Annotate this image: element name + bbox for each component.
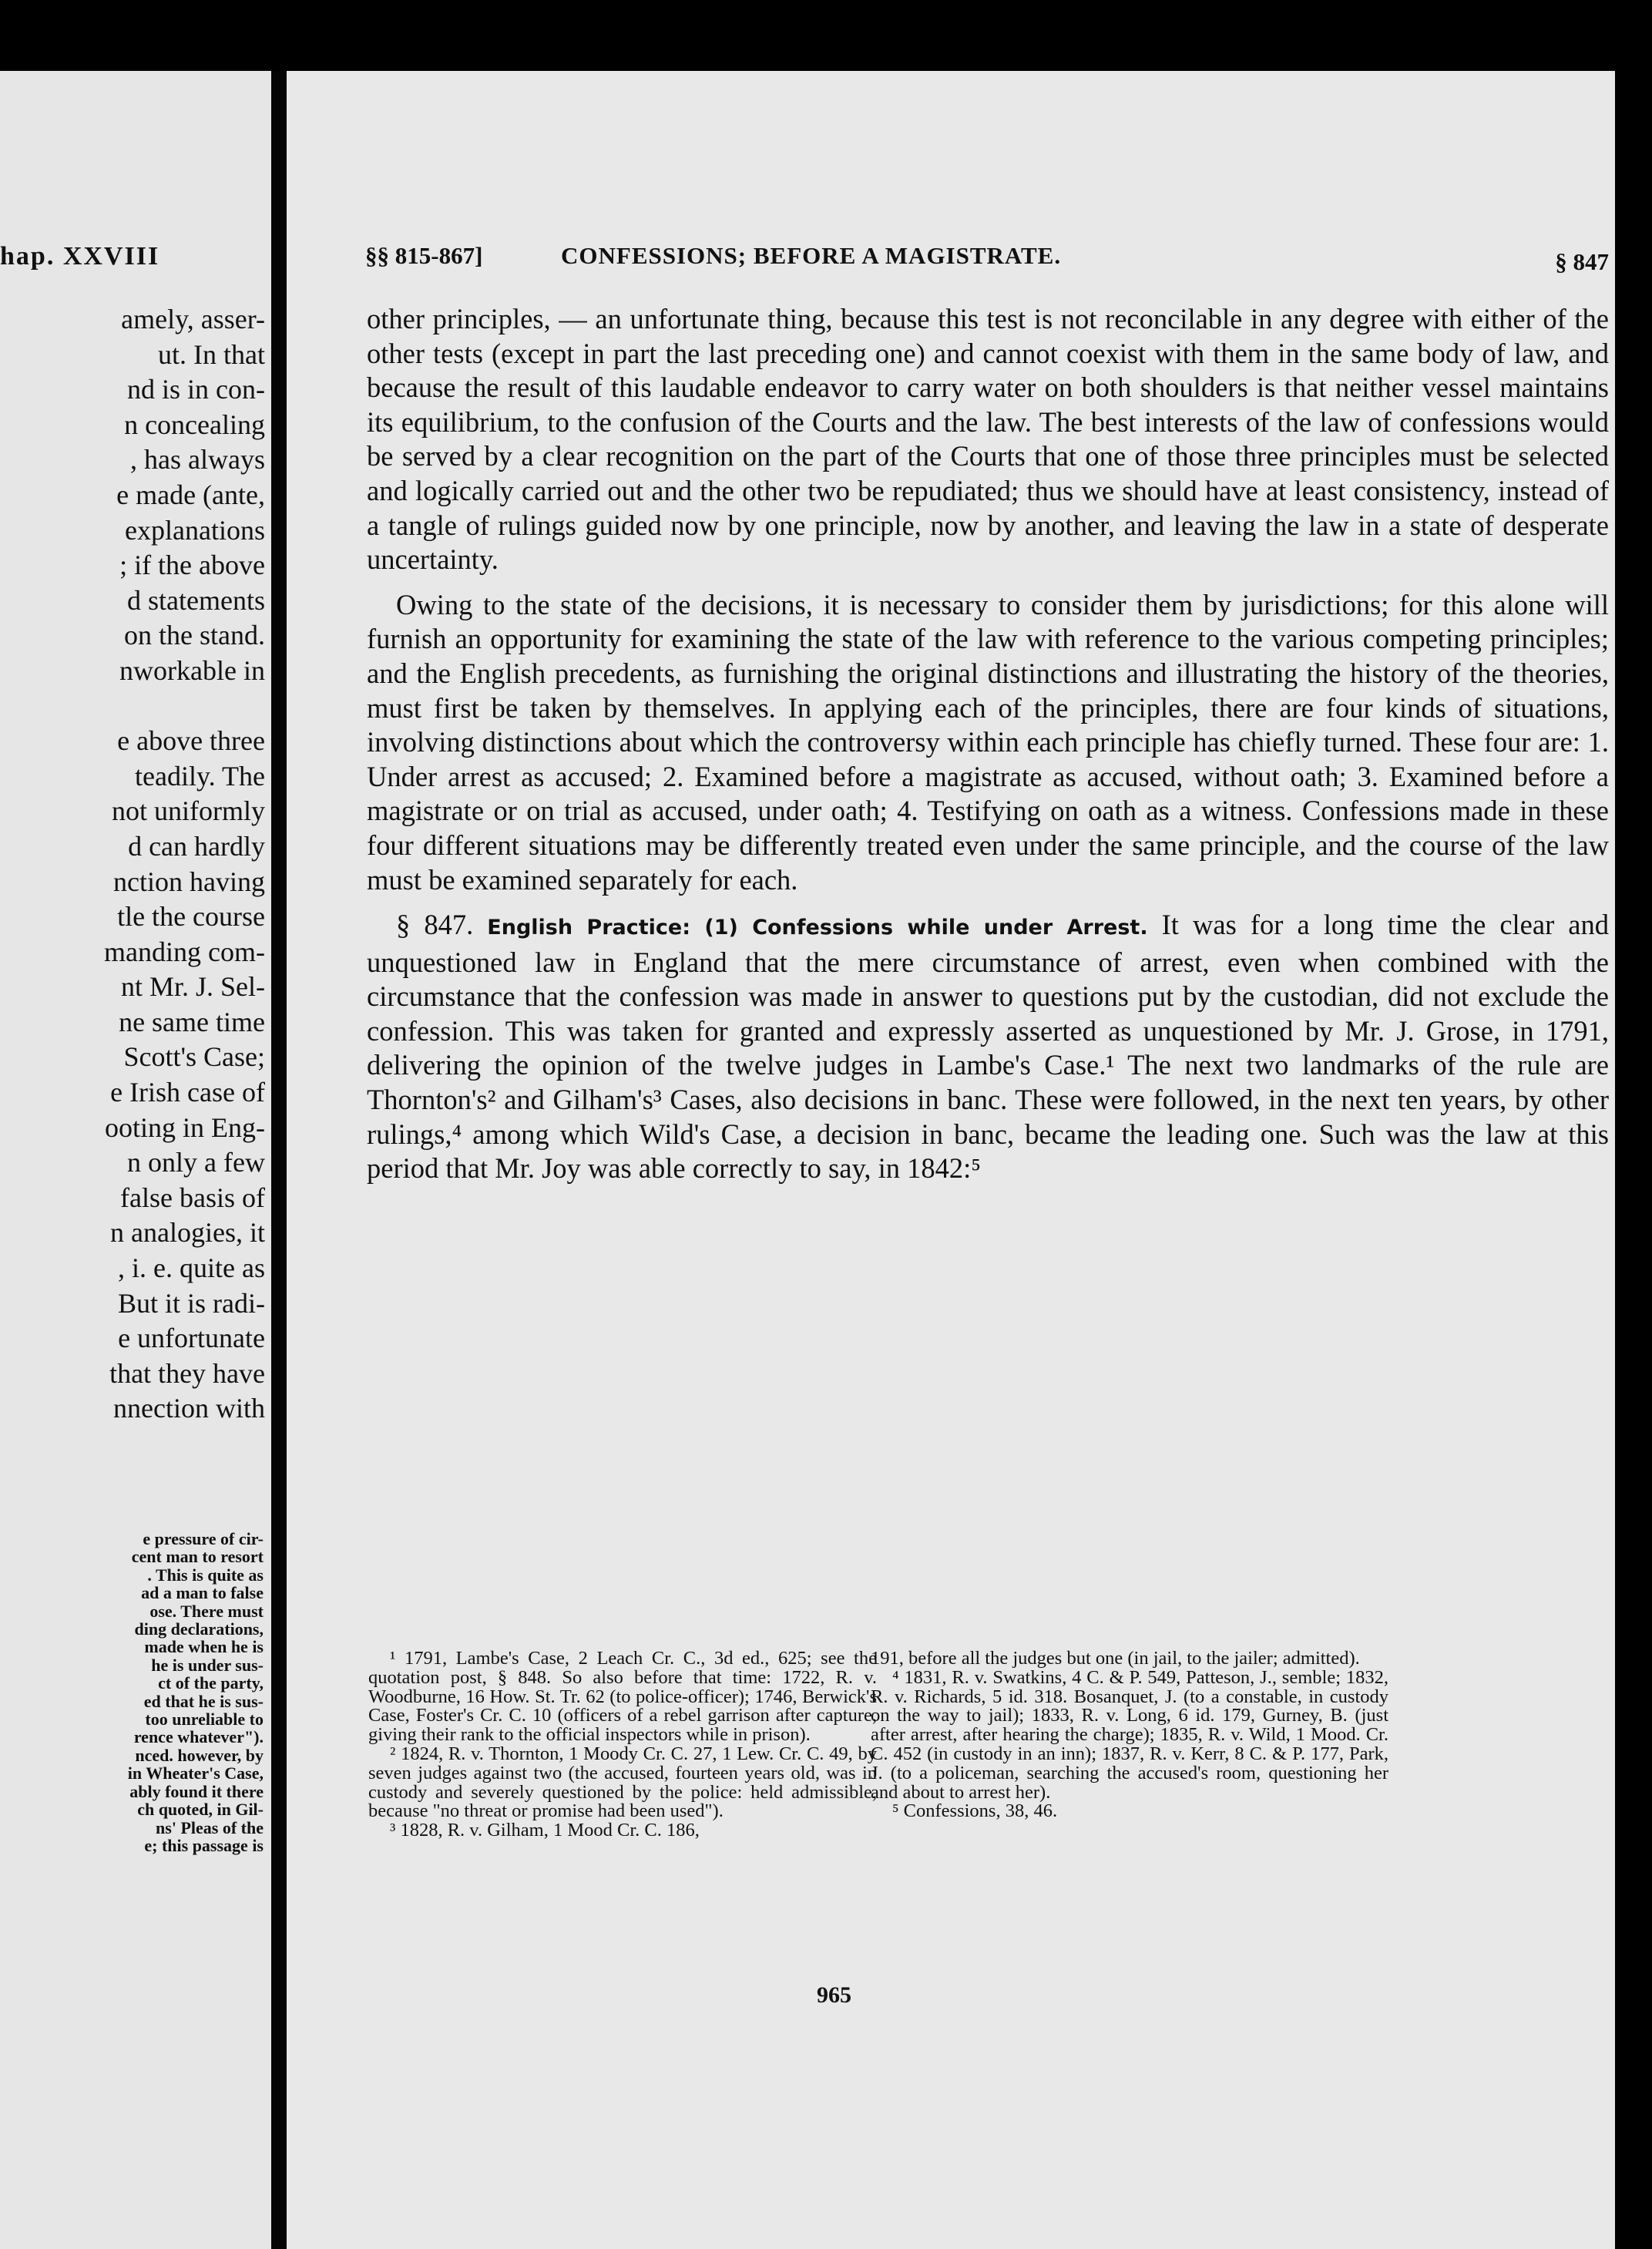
footnote: ¹ 1791, Lambe's Case, 2 Leach Cr. C., 3d ed., 625; see the quotation post, § 848. So also before that time: 1722, R. v. Woodburne, 16 How. St. Tr. 62 (to police-officer); 1746, Berwick's Case, Foster's Cr. C. 10 (officers of a rebel garrison after capture, giving their rank to the official inspectors while in prison).: [368, 1648, 877, 1746]
left-line: ooting in Eng-: [105, 1111, 265, 1143]
left-line: d can hardly: [128, 830, 265, 862]
left-page-text: [104, 302, 265, 1427]
left-note-line: e; this passage is: [144, 1835, 264, 1855]
left-line: , has always: [130, 444, 265, 476]
left-note-line: he is under sus-: [151, 1655, 264, 1675]
left-facing-page: [0, 71, 271, 2249]
left-page-footnotes: [128, 1530, 264, 1854]
left-page-running-head: hap. XXVIII: [0, 242, 160, 271]
left-line: [104, 689, 265, 724]
book-gutter: [271, 71, 287, 2249]
left-line: e Irish case of: [110, 1077, 265, 1108]
running-head-title: CONFESSIONS; BEFORE A MAGISTRATE.: [561, 242, 1062, 269]
left-line: ut. In that: [158, 338, 265, 370]
running-head-sections: §§ 815-867]: [365, 242, 483, 269]
section-heading: English Practice: (1) Confessions while under Arrest.: [487, 916, 1148, 940]
left-line: d statements: [127, 584, 265, 616]
left-line: false basis of: [120, 1182, 265, 1213]
left-line: n analogies, it: [110, 1217, 265, 1249]
running-head-section-number: § 847: [1555, 248, 1609, 275]
left-note-line: too unreliable to: [145, 1709, 264, 1730]
left-line: ; if the above: [119, 550, 265, 581]
left-note-line: ch quoted, in Gil-: [137, 1800, 264, 1820]
footnote: ² 1824, R. v. Thornton, 1 Moody Cr. C. 27, 1 Lew. Cr. C. 49, by seven judges against two (the accused, fourteen years old, was in custody and severely questioned by the police: held admissible, because "no threat or promise had been used").: [368, 1743, 877, 1822]
left-line: n concealing: [124, 408, 265, 440]
left-note-line: ns' Pleas of the: [156, 1817, 264, 1837]
left-note-line: nced. however, by: [135, 1745, 264, 1765]
left-line: amely, asser-: [121, 304, 265, 334]
section-paragraph: [367, 908, 1609, 1186]
left-note-line: ably found it there: [129, 1781, 264, 1801]
left-line: e made (ante,: [116, 479, 265, 510]
footnote: ⁵ Confessions, 38, 46.: [892, 1800, 1058, 1822]
left-line: nd is in con-: [127, 374, 265, 405]
left-note-line: . This is quite as: [147, 1565, 264, 1585]
left-line: Scott's Case;: [123, 1041, 265, 1073]
left-line: explanations: [125, 514, 265, 546]
section-number: § 847.: [396, 909, 474, 941]
left-note-line: ding declarations,: [134, 1619, 264, 1639]
left-note-line: made when he is: [144, 1637, 264, 1657]
left-note-line: e pressure of cir-: [143, 1529, 264, 1548]
footnote: 191, before all the judges but one (in jail, to the jailer; admitted).: [871, 1648, 1360, 1669]
left-line: But it is radi-: [118, 1287, 265, 1319]
main-page: [287, 71, 1615, 2249]
left-line: ne same time: [119, 1006, 265, 1037]
page-number: 965: [817, 1982, 851, 2008]
footnotes-right-column: [871, 1649, 1388, 1821]
left-line: nworkable in: [119, 654, 265, 686]
left-line: n only a few: [127, 1147, 265, 1178]
footnotes-left-column: [368, 1649, 877, 1841]
footnote: ³ 1828, R. v. Gilham, 1 Mood Cr. C. 186,: [390, 1820, 700, 1841]
footnote: ⁴ 1831, R. v. Swatkins, 4 C. & P. 549, Patteson, J., semble; 1832, R. v. Richards, 5 id. 318. Bosanquet, J. (to a constable, in custody on the way to jail); 1833, R. v. Long, 6 id. 179, Gurney, B. (just after arrest, after hearing the charge); 1835, R. v. Wild, 1 Mood. Cr. C. 452 (in custody in an inn); 1837, R. v. Kerr, 8 C. & P. 177, Park, J. (to a policeman, searching the accused's room, questioning her and about to arrest her).: [871, 1666, 1388, 1803]
left-note-line: ose. There must: [149, 1601, 264, 1621]
left-line: that they have: [109, 1357, 265, 1389]
body-text: [367, 302, 1609, 1186]
left-line: , i. e. quite as: [118, 1252, 265, 1284]
left-line: e unfortunate: [118, 1323, 265, 1354]
paragraph: Owing to the state of the decisions, it is necessary to consider them by jurisdictions; for this alone will furnish an opportunity for examining the state of the law with reference to the various competing principles; and the English precedents, as furnishing the original distinctions and illustrating the history of the theories, must first be taken by themselves. In applying each of the principles, there are four kinds of situations, involving distinctions about which the controversy within each principle has chiefly turned. These four are: 1. Under arrest as accused; 2. Examined before a magistrate as accused, without oath; 3. Examined before a magistrate or on trial as accused, under oath; 4. Testifying on oath as a witness. Confessions made in these four different situations may be differently treated even under the same principle, and the course of the law must be examined separately for each.: [367, 588, 1609, 896]
scan-border: [1615, 0, 1652, 2249]
left-line: manding com-: [104, 936, 265, 967]
paragraph: other principles, — an unfortunate thing, because this test is not reconcilable in any degree with either of the other tests (except in part the last preceding one) and cannot coexist with them in the same body of law, and because the result of this laudable endeavor to carry water on both shoulders is that neither vessel maintains its equilibrium, to the confusion of the Courts and the law. The best interests of the law of confessions would be served by a clear recognition on the part of the Courts that one of those three principles must be selected and logically carried out and the other two be repudiated; thus we should have at least consistency, instead of a tangle of rulings guided now by one principle, now by another, and leaving the law in a state of desperate uncertainty.: [367, 303, 1609, 576]
left-line: tle the course: [117, 901, 265, 933]
left-note-line: cent man to resort: [131, 1547, 264, 1567]
left-note-line: rence whatever").: [133, 1727, 264, 1747]
left-line: nt Mr. J. Sel-: [120, 971, 265, 1003]
left-note-line: in Wheater's Case,: [127, 1763, 264, 1783]
left-note-line: ad a man to false: [141, 1583, 264, 1603]
left-line: nction having: [113, 866, 265, 897]
left-line: teadily. The: [135, 760, 265, 792]
section-text: It was for a long time the clear and unquestioned law in England that the mere circumstance of arrest, even when combined with the circumstance that the confession was made in answer to questions put by the custodian, did not exclude the confession. This was taken for granted and expressly asserted as unquestioned by Mr. J. Grose, in 1791, delivering the opinion of the twelve judges in Lambe's Case.¹ The next two landmarks of the rule are Thornton's² and Gilham's³ Cases, also decisions in banc. These were followed, in the next ten years, by other rulings,⁴ among which Wild's Case, a decision in banc, became the leading one. Such was the law at this period that Mr. Joy was able correctly to say, in 1842:⁵: [367, 909, 1610, 1185]
left-note-line: ed that he is sus-: [143, 1691, 264, 1711]
left-line: not uniformly: [112, 795, 265, 827]
left-line: e above three: [117, 725, 265, 757]
left-line: on the stand.: [124, 620, 265, 651]
left-line: nnection with: [113, 1393, 265, 1424]
left-note-line: ct of the party,: [158, 1673, 264, 1693]
